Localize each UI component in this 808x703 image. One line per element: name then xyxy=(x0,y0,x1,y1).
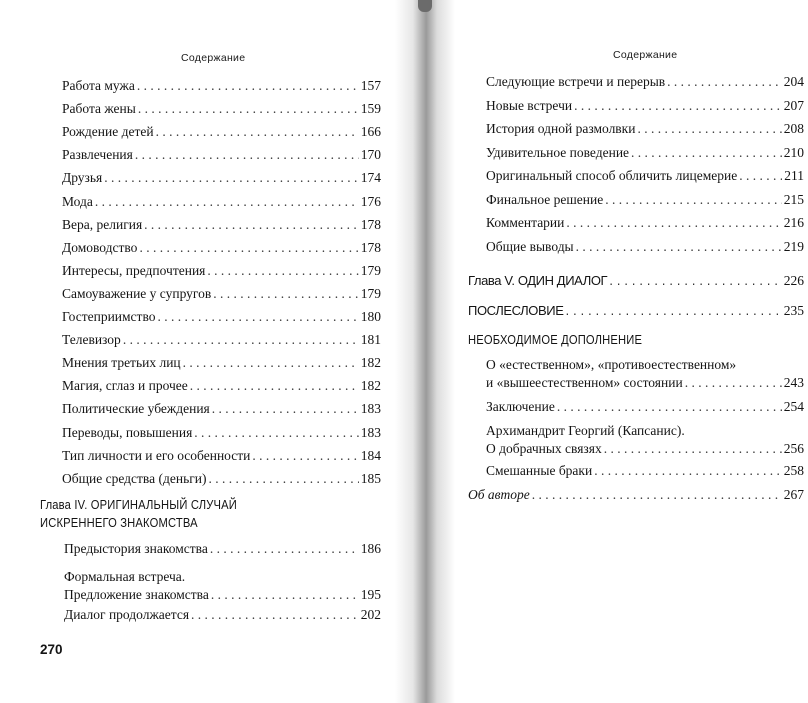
toc-entry-title: Смешанные браки xyxy=(486,463,593,478)
toc-entry-title: Интересы, предпочтения xyxy=(62,262,206,278)
toc-entry[interactable] xyxy=(486,356,804,391)
toc-entry-page: 179 xyxy=(360,285,381,301)
leader-dots xyxy=(135,146,359,163)
toc-entry-page: 159 xyxy=(360,101,381,117)
toc-entry[interactable] xyxy=(486,191,804,208)
leader-dots xyxy=(576,238,782,255)
leader-dots xyxy=(137,77,359,94)
leader-dots xyxy=(139,239,358,256)
toc-entry-page: 211 xyxy=(784,168,804,183)
toc-entry-page: 176 xyxy=(360,193,381,209)
toc-entry[interactable] xyxy=(62,262,381,279)
toc-entry-title: Предложение знакомства xyxy=(64,587,209,602)
leader-dots xyxy=(190,377,359,394)
toc-entry[interactable] xyxy=(486,462,804,479)
toc-entry-title: Следующие встречи и перерыв xyxy=(486,74,666,89)
toc-entry-page: 243 xyxy=(783,375,804,390)
leader-dots xyxy=(194,424,358,441)
toc-entry-title: и «вышеестественном» состоянии xyxy=(486,375,683,390)
afterword-entry[interactable] xyxy=(468,302,804,319)
toc-entry-title: Работа жены xyxy=(62,101,136,117)
toc-entry-title: Политические убеждения xyxy=(62,401,210,417)
toc-entry-page: 254 xyxy=(783,399,804,414)
leader-dots xyxy=(183,354,359,371)
toc-entry[interactable] xyxy=(486,238,804,255)
toc-entry-title-line-1: Архимандрит Георгий (Капсанис). xyxy=(486,423,685,438)
toc-entry[interactable] xyxy=(62,146,381,163)
toc-entry-page: 216 xyxy=(783,215,804,230)
toc-entry[interactable] xyxy=(62,285,381,302)
toc-entry-title: Новые встречи xyxy=(486,97,573,113)
leader-dots xyxy=(210,540,359,557)
leader-dots xyxy=(631,144,782,161)
leader-dots xyxy=(213,285,359,302)
leader-dots xyxy=(604,440,782,457)
toc-entry-title: Оригинальный способ обличить лицемерие xyxy=(486,168,738,183)
leader-dots xyxy=(532,486,782,503)
book-spine-shadow xyxy=(395,0,455,703)
leader-dots xyxy=(104,169,359,186)
toc-entry[interactable] xyxy=(64,540,381,557)
leader-dots xyxy=(609,272,782,289)
toc-entry-title: Мнения третьих лиц xyxy=(62,355,181,371)
toc-entry-title: Развлечения xyxy=(62,147,133,163)
toc-entry-title: Об авторе xyxy=(468,487,530,502)
toc-entry-title: Мода xyxy=(62,193,93,209)
leader-dots xyxy=(739,167,782,184)
toc-entry-about-author[interactable] xyxy=(468,486,804,503)
chapter-4-line-2: ИСКРЕННЕГО ЗНАКОМСТВА xyxy=(40,515,198,530)
leader-dots xyxy=(208,470,358,487)
toc-entry-title: Глава V. ОДИН ДИАЛОГ xyxy=(468,273,608,288)
leader-dots xyxy=(637,120,781,137)
leader-dots xyxy=(156,123,359,140)
running-head-left: Содержание xyxy=(181,52,246,64)
toc-entry-page: 182 xyxy=(360,378,381,394)
toc-entry[interactable] xyxy=(62,308,381,325)
toc-entry[interactable] xyxy=(62,123,381,140)
toc-entry[interactable] xyxy=(62,470,381,487)
book-spine-mark xyxy=(418,0,432,12)
toc-entry-title: Домоводство xyxy=(62,239,138,255)
toc-entry-title: Рождение детей xyxy=(62,124,154,140)
toc-entry-page: 166 xyxy=(360,124,381,140)
chapter-5-entry[interactable] xyxy=(468,272,804,289)
leader-dots xyxy=(685,374,782,391)
toc-entry-title-line-1: Формальная встреча. xyxy=(64,569,186,584)
toc-entry-title: О добрачных связях xyxy=(486,441,602,456)
toc-entry[interactable] xyxy=(62,100,381,117)
chapter-4-line-1: Глава IV. ОРИГИНАЛЬНЫЙ СЛУЧАЙ xyxy=(40,497,237,512)
supplement-heading: НЕОБХОДИМОЕ ДОПОЛНЕНИЕ xyxy=(468,332,643,347)
toc-entry-page: 174 xyxy=(360,170,381,186)
leader-dots xyxy=(594,462,782,479)
toc-entry[interactable] xyxy=(486,398,804,415)
toc-entry-page: 178 xyxy=(360,216,381,232)
toc-entry[interactable] xyxy=(486,73,804,90)
toc-entry-title-line-1: О «естественном», «противоестественном» xyxy=(486,357,737,372)
toc-entry[interactable] xyxy=(62,354,381,371)
toc-entry[interactable] xyxy=(486,167,804,184)
toc-entry-page: 210 xyxy=(783,144,804,160)
toc-entry-title: Друзья xyxy=(62,170,103,186)
toc-entry-page: 208 xyxy=(783,121,804,136)
toc-entry[interactable] xyxy=(486,214,804,231)
toc-entry-title: Общие выводы xyxy=(486,238,574,254)
toc-entry[interactable] xyxy=(62,400,381,417)
running-head-right: Содержание xyxy=(613,49,678,61)
leader-dots xyxy=(207,262,358,279)
toc-entry-page: 258 xyxy=(783,463,804,478)
toc-entry-title: Финальное решение xyxy=(486,191,604,207)
leader-dots xyxy=(566,302,782,319)
toc-entry[interactable] xyxy=(62,169,381,186)
toc-entry-title: Переводы, повышения xyxy=(62,424,193,440)
leader-dots xyxy=(605,191,782,208)
leader-dots xyxy=(574,97,782,114)
toc-entry-page: 183 xyxy=(360,424,381,440)
toc-entry-title: Телевизор xyxy=(62,332,121,348)
toc-entry[interactable] xyxy=(486,144,804,161)
toc-entry[interactable] xyxy=(486,97,804,114)
toc-entry-title: Самоуважение у супругов xyxy=(62,285,212,301)
toc-entry[interactable] xyxy=(62,77,381,94)
toc-entry-page: 179 xyxy=(360,262,381,278)
toc-entry[interactable] xyxy=(62,331,381,348)
toc-entry-title: Комментарии xyxy=(486,215,565,230)
toc-entry-page: 204 xyxy=(783,74,804,89)
toc-entry-page: 207 xyxy=(783,97,804,113)
leader-dots xyxy=(212,400,359,417)
toc-entry[interactable] xyxy=(62,239,381,256)
toc-entry-title: Вера, религия xyxy=(62,216,143,232)
toc-entry-title: Магия, сглаз и прочее xyxy=(62,378,188,394)
toc-entry[interactable] xyxy=(64,568,381,603)
leader-dots xyxy=(144,216,359,233)
leader-dots xyxy=(557,398,782,415)
toc-entry-title: Предыстория знакомства xyxy=(64,541,208,556)
leader-dots xyxy=(157,308,358,325)
toc-entry-title: История одной размолвки xyxy=(486,121,636,136)
toc-entry-page: 157 xyxy=(360,78,381,93)
page-number: 270 xyxy=(40,642,63,657)
toc-entry-page: 170 xyxy=(360,147,381,163)
toc-entry-page: 182 xyxy=(360,355,381,371)
toc-entry-page: 256 xyxy=(783,441,804,456)
toc-entry-page: 186 xyxy=(360,541,381,556)
leader-dots xyxy=(667,73,782,90)
toc-entry-page: 181 xyxy=(360,332,381,348)
leader-dots xyxy=(123,331,359,348)
toc-entry-title: Удивительное поведение xyxy=(486,144,630,160)
toc-entry[interactable] xyxy=(64,606,381,623)
toc-entry-title: Заключение xyxy=(486,399,555,414)
toc-entry-title: Общие средства (деньги) xyxy=(62,470,207,486)
toc-entry[interactable] xyxy=(62,216,381,233)
toc-entry-page: 226 xyxy=(783,273,804,288)
toc-entry-page: 178 xyxy=(360,239,381,255)
toc-entry[interactable] xyxy=(62,193,381,210)
leader-dots xyxy=(95,193,359,210)
toc-entry[interactable] xyxy=(62,447,381,464)
leader-dots xyxy=(252,447,358,464)
toc-entry-title: Работа мужа xyxy=(62,78,135,93)
toc-entry-page: 215 xyxy=(783,191,804,207)
toc-entry-page: 202 xyxy=(360,607,381,622)
toc-entry-page: 219 xyxy=(783,238,804,254)
toc-entry-page: 185 xyxy=(360,470,381,486)
toc-entry[interactable] xyxy=(62,424,381,441)
leader-dots xyxy=(566,214,781,231)
leader-dots xyxy=(211,586,359,603)
toc-entry-page: 184 xyxy=(360,447,381,463)
toc-entry-page: 180 xyxy=(360,309,381,324)
toc-entry-page: 267 xyxy=(783,487,804,502)
toc-entry-title: Диалог продолжается xyxy=(64,607,190,622)
toc-entry[interactable] xyxy=(62,377,381,394)
leader-dots xyxy=(191,606,359,623)
toc-entry-page: 195 xyxy=(360,587,381,602)
toc-entry-page: 235 xyxy=(783,303,804,318)
toc-entry[interactable] xyxy=(486,422,804,457)
toc-entry-page: 183 xyxy=(360,401,381,417)
toc-entry[interactable] xyxy=(486,120,804,137)
toc-entry-title: Гостеприимство xyxy=(62,309,156,324)
toc-entry-title: ПОСЛЕСЛОВИЕ xyxy=(468,303,564,318)
toc-entry-title: Тип личности и его особенности xyxy=(62,447,251,463)
leader-dots xyxy=(138,100,359,117)
